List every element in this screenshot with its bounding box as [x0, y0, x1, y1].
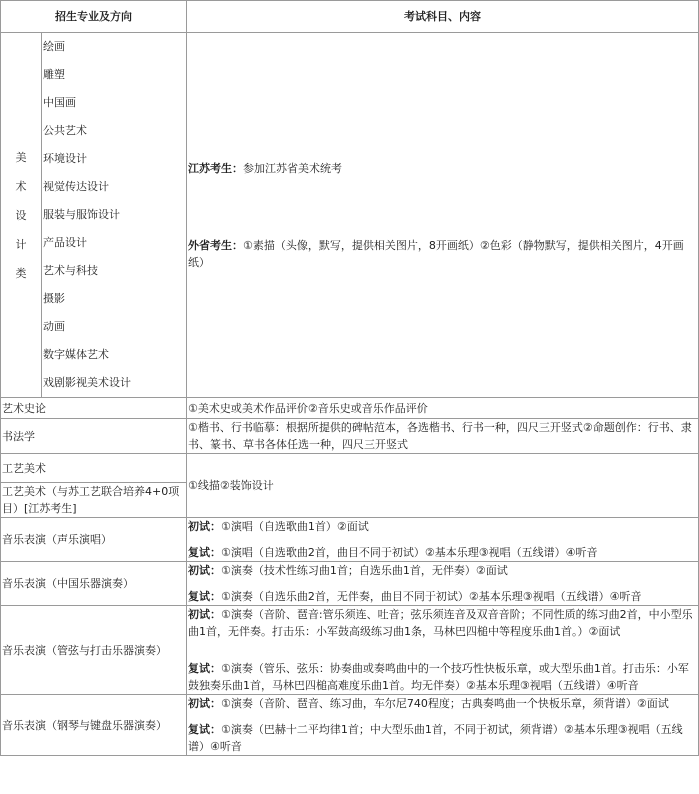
subjects-crafts: ①线描②装饰设计 [187, 454, 699, 518]
jiangsu-requirement [188, 160, 697, 177]
list-item: 动画 [43, 320, 65, 333]
subjects-chinese-instrument [187, 562, 699, 606]
header-subjects: 考试科目、内容 [187, 1, 699, 33]
prelim-text: ①演奏（技术性练习曲1首；自选乐曲1首，无伴奏）②面试 [221, 564, 508, 577]
jiangsu-label: 江苏考生： [188, 161, 243, 175]
art-design-subjects [187, 33, 699, 398]
final-exam [188, 660, 697, 694]
table-row-chinese-instrument [1, 562, 699, 606]
major-crafts-joint: 工艺美术（与苏工艺联合培养4+0项目）[江苏考生] [1, 483, 187, 518]
final-label: 复试： [188, 546, 221, 559]
prelim-label: 初试： [188, 564, 221, 577]
final-label: 复试： [188, 662, 221, 675]
list-item: 公共艺术 [43, 124, 87, 137]
list-item: 视觉传达设计 [43, 180, 109, 193]
prelim-label: 初试： [188, 608, 221, 621]
list-item: 数字媒体艺术 [43, 348, 109, 361]
list-item: 摄影 [43, 292, 65, 305]
list-item: 绘画 [43, 40, 65, 53]
list-item: 中国画 [43, 96, 76, 109]
art-design-majors [42, 33, 187, 398]
final-text: ①演奏（管乐、弦乐：协奏曲或奏鸣曲中的一个技巧性快板乐章，或大型乐曲1首。打击乐：小军鼓独奏乐曲1首，马林巴四槌高难度乐曲1首。均无伴奏）②基本乐理③视唱（五线谱）④听音 [188, 662, 689, 692]
list-item: 艺术与科技 [43, 264, 98, 277]
outside-label: 外省考生： [188, 238, 243, 252]
final-text: ①演唱（自选歌曲2首，曲目不同于初试）②基本乐理③视唱（五线谱）④听音 [221, 546, 598, 559]
table-row-wind-percussion [1, 606, 699, 695]
major-calligraphy: 书法学 [1, 419, 187, 454]
final-label: 复试： [188, 590, 221, 603]
prelim-exam [188, 606, 697, 640]
category-char: 类 [15, 266, 27, 280]
category-char: 术 [15, 179, 27, 193]
outside-requirement [188, 237, 697, 271]
subjects-wind-percussion [187, 606, 699, 695]
prelim-exam [188, 562, 697, 579]
subjects-piano [187, 695, 699, 756]
outside-text: ①素描（头像，默写，提供相关图片，8开画纸）②色彩（静物默写，提供相关图片，4开画纸） [188, 238, 684, 269]
list-item: 雕塑 [43, 68, 65, 81]
prelim-text: ①演唱（自选歌曲1首）②面试 [221, 520, 369, 533]
table-row-crafts [1, 454, 699, 483]
final-label: 复试： [188, 723, 221, 736]
list-item: 服装与服饰设计 [43, 208, 120, 221]
major-piano: 音乐表演（钢琴与键盘乐器演奏） [1, 695, 187, 756]
final-exam [188, 721, 697, 755]
table-row-piano [1, 695, 699, 756]
list-item: 环境设计 [43, 152, 87, 165]
major-crafts: 工艺美术 [1, 454, 187, 483]
category-char: 计 [15, 237, 27, 251]
category-char: 设 [15, 208, 27, 222]
prelim-label: 初试： [188, 697, 221, 710]
final-exam [188, 544, 697, 561]
table-row-art-history [1, 398, 699, 419]
final-text: ①演奏（巴赫十二平均律1首；中大型乐曲1首，不同于初试，须背谱）②基本乐理③视唱（五线谱）④听音 [188, 723, 683, 753]
subjects-calligraphy: ①楷书、行书临摹：根据所提供的碑帖范本，各选楷书、行书一种，四尺三开竖式②命题创作：行书、隶书、篆书、草书各体任选一种，四尺三开竖式 [187, 419, 699, 454]
table-row-art-design [1, 33, 699, 398]
subjects-vocal [187, 518, 699, 562]
header-major: 招生专业及方向 [1, 1, 187, 33]
final-text: ①演奏（自选乐曲2首，无伴奏，曲目不同于初试）②基本乐理③视唱（五线谱）④听音 [221, 590, 642, 603]
prelim-text: ①演奏（音阶、琶音、练习曲，车尔尼740程度；古典奏鸣曲一个快板乐章，须背谱）②面试 [221, 697, 669, 710]
table-row-calligraphy [1, 419, 699, 454]
prelim-text: ①演奏（音阶、琶音:管乐须连、吐音；弦乐须连音及双音音阶；不同性质的练习曲2首，中小型乐曲1首，无伴奏。打击乐：小军鼓高级练习曲1条，马林巴四槌中等程度乐曲1首。）②面试 [188, 608, 693, 638]
prelim-exam [188, 695, 697, 712]
major-art-history: 艺术史论 [1, 398, 187, 419]
table-row-vocal [1, 518, 699, 562]
major-chinese-instrument: 音乐表演（中国乐器演奏） [1, 562, 187, 606]
final-exam [188, 588, 697, 605]
header-row [1, 1, 699, 33]
major-vocal: 音乐表演（声乐演唱） [1, 518, 187, 562]
category-art-design [1, 33, 42, 398]
subjects-art-history: ①美术史或美术作品评价②音乐史或音乐作品评价 [187, 398, 699, 419]
jiangsu-text: 参加江苏省美术统考 [243, 161, 342, 175]
prelim-exam [188, 518, 697, 535]
prelim-label: 初试： [188, 520, 221, 533]
major-wind-percussion: 音乐表演（管弦与打击乐器演奏） [1, 606, 187, 695]
list-item: 产品设计 [43, 236, 87, 249]
category-char: 美 [15, 150, 27, 164]
list-item: 戏剧影视美术设计 [43, 376, 131, 389]
